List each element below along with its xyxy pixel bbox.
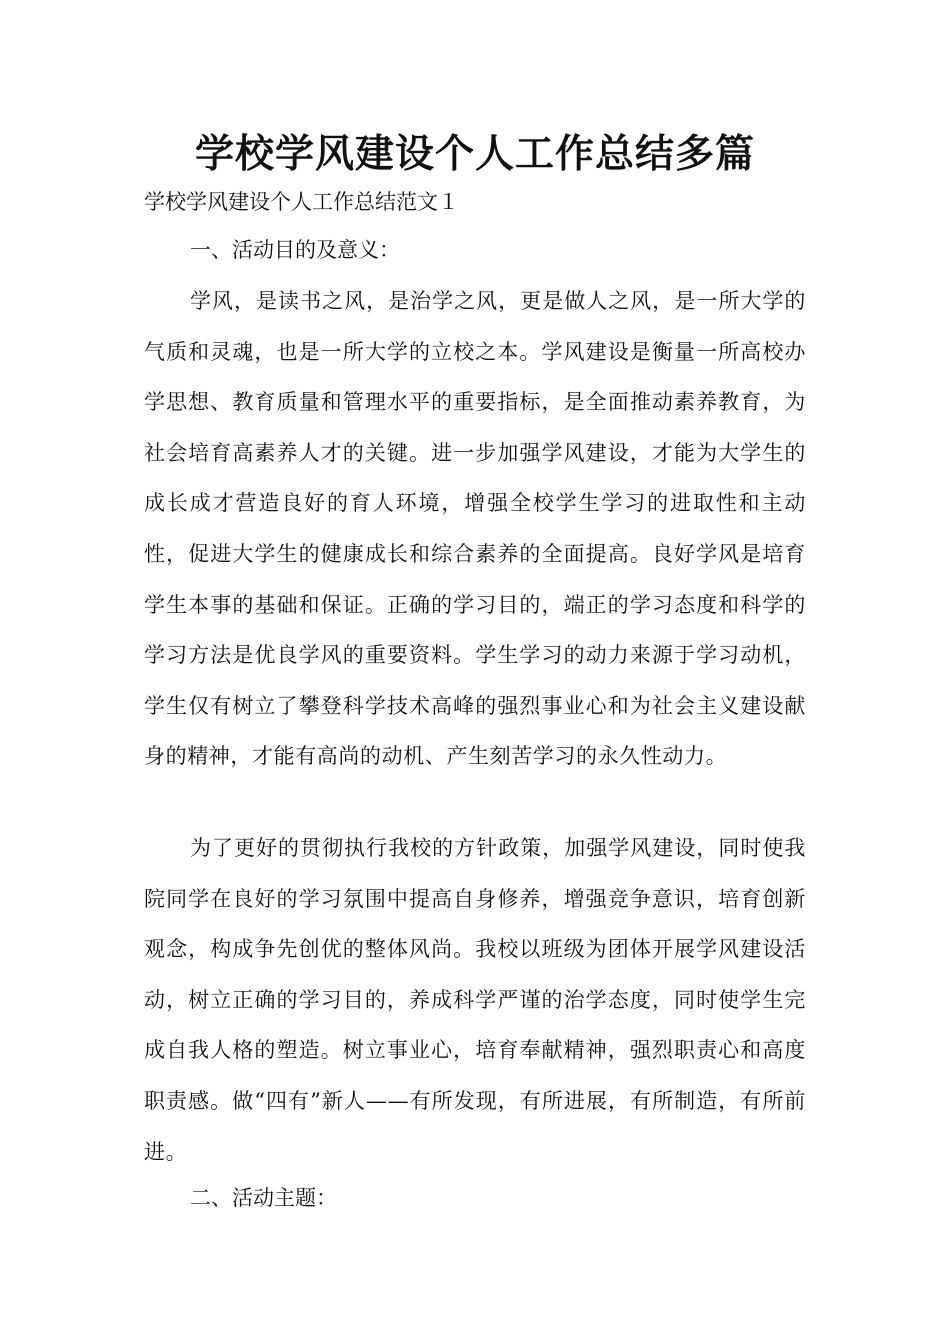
body-paragraph-2: 为了更好的贯彻执行我校的方针政策，加强学风建设，同时使我院同学在良好的学习氛围中提高自身修养，增强竞争意识，培育创新观念，构成争先创优的整体风尚。我校以班级为团体开展学风建设活动，树立正确的学习目的，养成科学严谨的治学态度，同时使学生完成自我人格的塑造。树立事业心，培育奉献精神，强烈职责心和高度职责感。做“四有”新人——有所发现，有所进展，有所制造，有所前进。 bbox=[144, 836, 806, 1164]
section-heading-1: 一、活动目的及意义： bbox=[190, 238, 400, 262]
section-heading-2: 二、活动主题： bbox=[190, 1186, 337, 1210]
document-title: 学校学风建设个人工作总结多篇 bbox=[194, 131, 755, 177]
body-paragraph-1: 学风，是读书之风，是治学之风，更是做人之风，是一所大学的气质和灵魂，也是一所大学的立校之本。学风建设是衡量一所高校办学思想、教育质量和管理水平的重要指标，是全面推动素养教育，为社会培育高素养人才的关键。进一步加强学风建设，才能为大学生的成长成才营造良好的育人环境，增强全校学生学习的进取性和主动性，促进大学生的健康成长和综合素养的全面提高。良好学风是培育学生本事的基础和保证。正确的学习目的，端正的学习态度和科学的学习方法是优良学风的重要资料。学生学习的动力来源于学习动机，学生仅有树立了攀登科学技术高峰的强烈事业心和为社会主义建设献身的精神，才能有高尚的动机、产生刻苦学习的永久性动力。 bbox=[144, 289, 806, 769]
document-subtitle: 学校学风建设个人工作总结范文１ bbox=[144, 190, 459, 214]
